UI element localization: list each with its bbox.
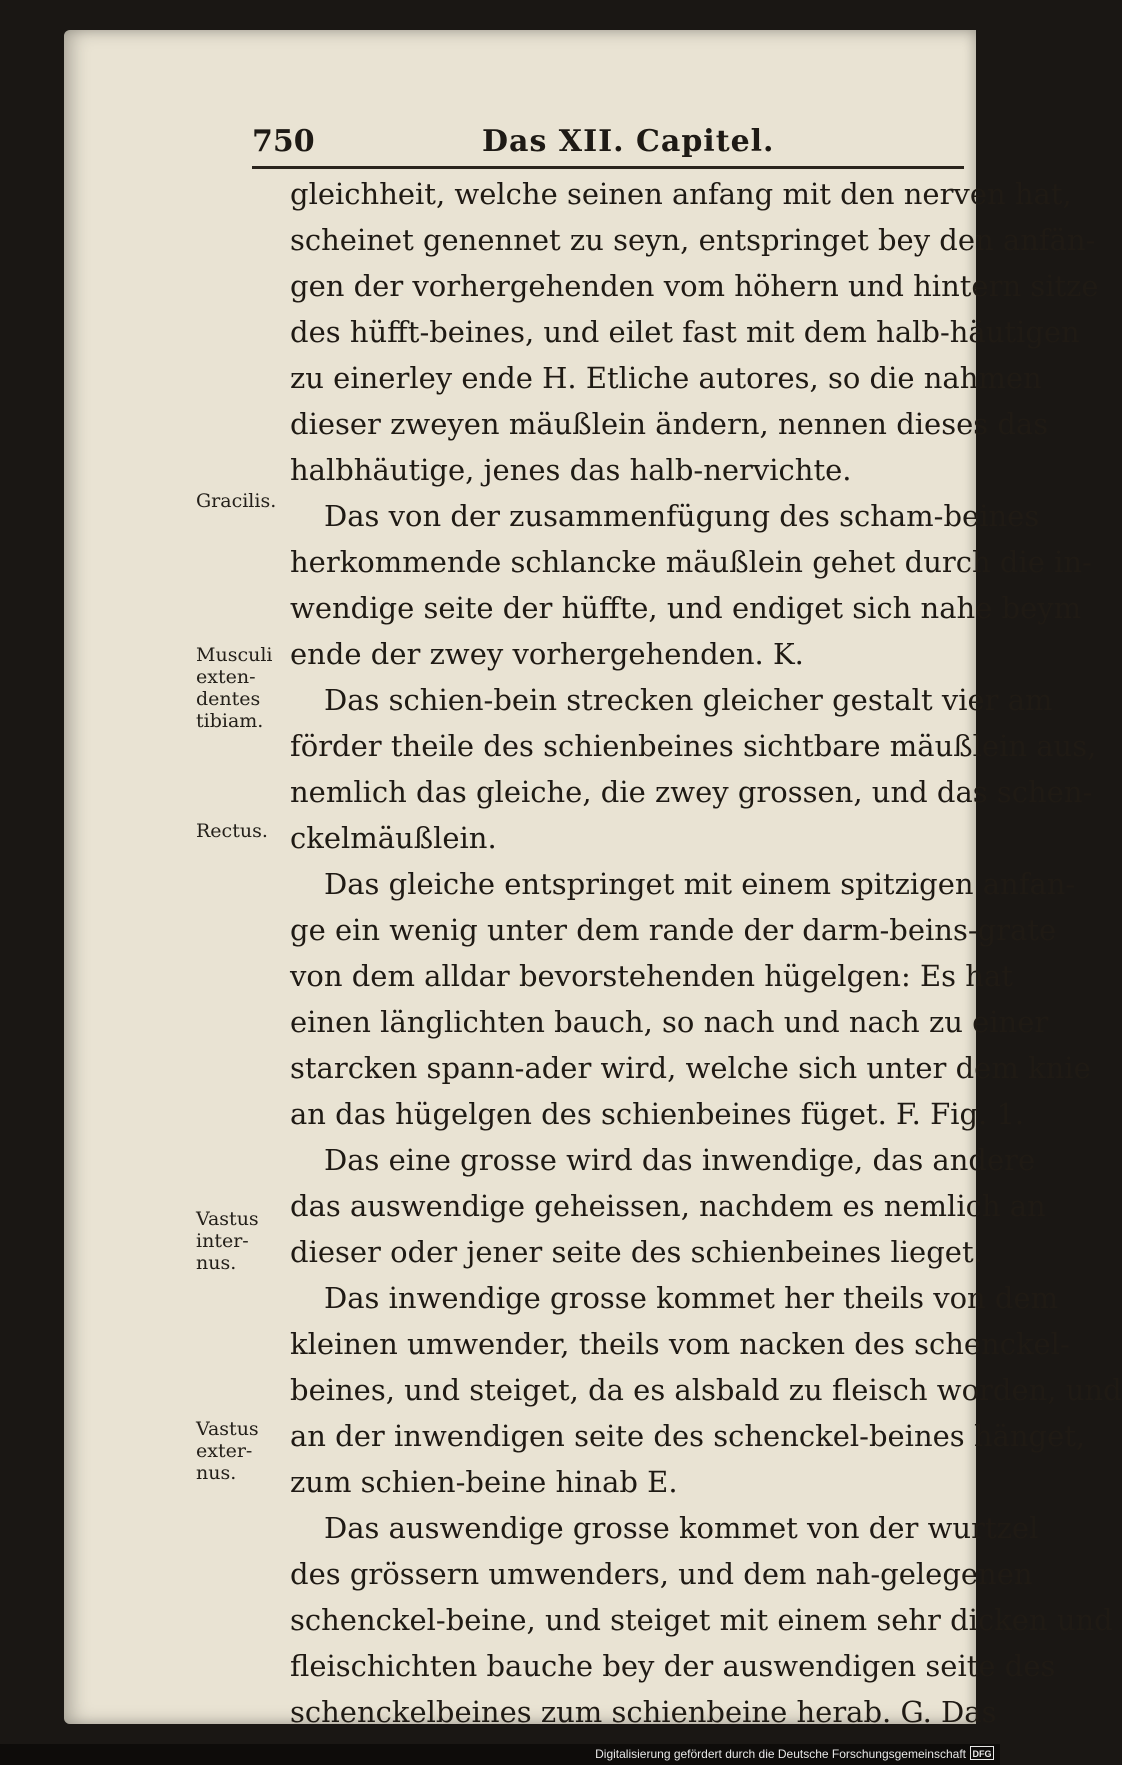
margin-note-line: nus.: [196, 1462, 237, 1484]
margin-note-vastus-externus: [196, 1418, 282, 1484]
text-line: beines, und steiget, da es alsbald zu fleisch worden, und: [290, 1373, 1122, 1407]
text-line: an der inwendigen seite des schenckel-beines hänget,: [290, 1419, 1086, 1453]
page-header: [252, 124, 972, 166]
text-line: Das schien-bein strecken gleicher gestalt vier am: [324, 683, 1053, 717]
margin-note-line: nus.: [196, 1252, 237, 1274]
margin-note-line: dentes: [196, 688, 261, 710]
text-line: an das hügelgen des schienbeines füget. F. Fig. 1.: [290, 1097, 1025, 1131]
text-line: des grössern umwenders, und dem nah-gelegenen: [290, 1557, 1033, 1591]
text-line: Das inwendige grosse kommet her theils von dem: [324, 1281, 1059, 1315]
text-line: wendige seite der hüffte, und endiget sich nahe beym: [290, 591, 1082, 625]
margin-note-line: tibiam.: [196, 710, 264, 732]
text-line: zu einerley ende H. Etliche autores, so die nahmen: [290, 361, 1042, 395]
text-line: starcken spann-ader wird, welche sich unter dem knie: [290, 1051, 1091, 1085]
text-line: dieser zweyen mäußlein ändern, nennen dieses das: [290, 407, 1049, 441]
text-line: ckelmäußlein.: [290, 821, 497, 855]
text-line: schenckelbeines zum schienbeine herab. G. Das: [290, 1695, 997, 1729]
text-line: Das eine grosse wird das inwendige, das andere: [324, 1143, 1036, 1177]
text-line: Das von der zusammenfügung des scham-beines: [324, 499, 1040, 533]
header-rule: [252, 166, 964, 169]
dfg-logo-icon: DFG: [970, 1746, 994, 1760]
margin-note-line: Musculi: [196, 644, 273, 666]
margin-note-rectus: [196, 820, 282, 842]
margin-note-line: inter-: [196, 1230, 249, 1252]
text-line: schenckel-beine, und steiget mit einem sehr dicken und: [290, 1603, 1113, 1637]
text-line: herkommende schlancke mäußlein gehet durch die in-: [290, 545, 1092, 579]
margin-note-vastus-internus: [196, 1208, 282, 1274]
running-head: Das XII. Capitel.: [482, 124, 775, 159]
margin-note-line: Vastus: [196, 1208, 259, 1230]
margin-note-line: Rectus.: [196, 820, 268, 842]
text-line: kleinen umwender, theils vom nacken des schenckel-: [290, 1327, 1070, 1361]
text-line: scheinet genennet zu seyn, entspringet bey den anfän-: [290, 223, 1096, 257]
text-line: nemlich das gleiche, die zwey grossen, und das schen-: [290, 775, 1093, 809]
margin-note-gracilis: [196, 490, 282, 512]
text-line: gleichheit, welche seinen anfang mit den nerven hat,: [290, 177, 1072, 211]
text-line: förder theile des schienbeines sichtbare mäußlein aus,: [290, 729, 1097, 763]
page-number: 750: [252, 124, 315, 159]
text-line: von dem alldar bevorstehenden hügelgen: Es hat: [290, 959, 1013, 993]
footer-credit: Digitalisierung gefördert durch die Deutsche Forschungsgemeinschaft: [595, 1747, 966, 1761]
text-line: des hüfft-beines, und eilet fast mit dem halb-häutigen: [290, 315, 1080, 349]
text-line: einen länglichten bauch, so nach und nach zu einer: [290, 1005, 1049, 1039]
text-line: zum schien-beine hinab E.: [290, 1465, 678, 1499]
body-text: [290, 171, 1122, 1735]
margin-note-musculi: [196, 644, 282, 732]
margin-note-line: exter-: [196, 1440, 253, 1462]
text-line: gen der vorhergehenden vom höhern und hintern sitze: [290, 269, 1099, 303]
text-line: halbhäutige, jenes das halb-nervichte.: [290, 453, 852, 487]
text-line: ende der zwey vorhergehenden. K.: [290, 637, 804, 671]
margin-note-line: Vastus: [196, 1418, 259, 1440]
text-line: Das gleiche entspringet mit einem spitzigen anfan-: [324, 867, 1076, 901]
text-line: Das auswendige grosse kommet von der wurtzel: [324, 1511, 1039, 1545]
text-line: dieser oder jener seite des schienbeines lieget.: [290, 1235, 983, 1269]
margin-note-line: Gracilis.: [196, 490, 277, 512]
text-line: ge ein wenig unter dem rande der darm-beins-grate: [290, 913, 1057, 947]
text-line: das auswendige geheissen, nachdem es nemlich an: [290, 1189, 1046, 1223]
text-line: fleischichten bauche bey der auswendigen seite des: [290, 1649, 1056, 1683]
margin-note-line: exten-: [196, 666, 256, 688]
